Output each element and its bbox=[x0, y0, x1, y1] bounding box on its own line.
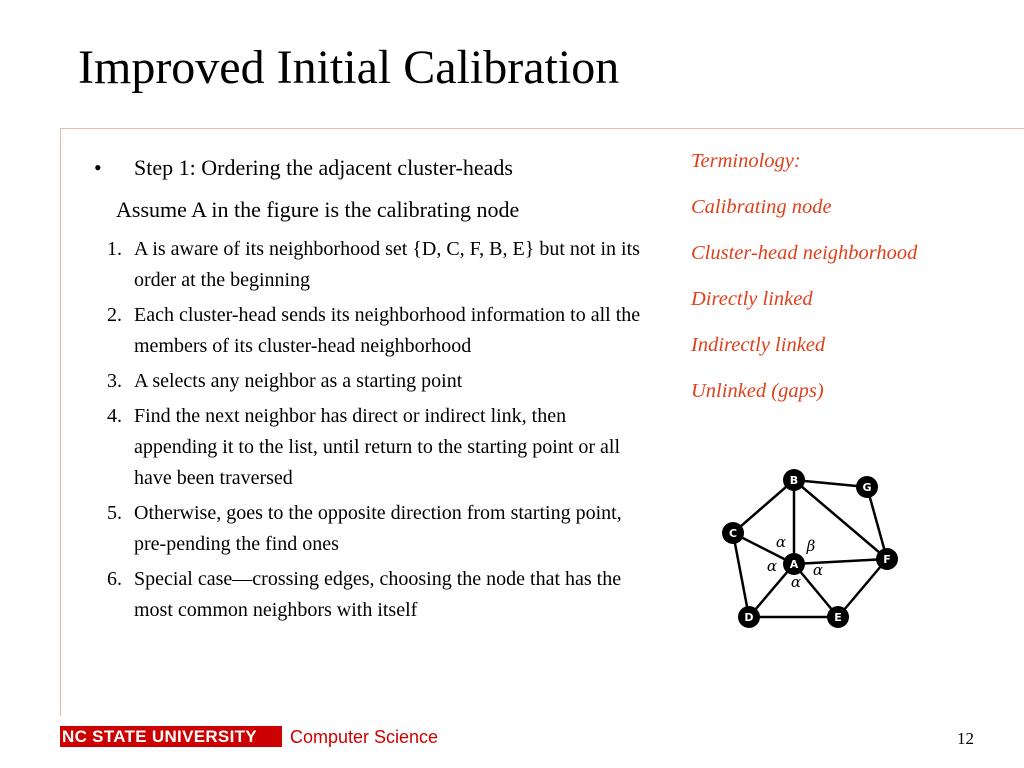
node-label: A bbox=[789, 558, 799, 571]
term-item: Cluster-head neighborhood bbox=[691, 242, 918, 264]
slide-title: Improved Initial Calibration bbox=[78, 41, 620, 94]
department-name: Computer Science bbox=[290, 727, 439, 747]
node-g bbox=[856, 476, 878, 498]
node-label: F bbox=[883, 553, 891, 566]
step-number: 1. bbox=[107, 238, 122, 260]
terminology-panel bbox=[691, 146, 917, 422]
step-text: Otherwise, goes to the opposite direction from starting point, pre-pending the find ones bbox=[134, 502, 622, 555]
step-number: 3. bbox=[107, 370, 122, 392]
node-label: D bbox=[744, 611, 754, 624]
cluster-graph-figure bbox=[705, 462, 915, 632]
node-label: B bbox=[789, 474, 799, 487]
node-label: C bbox=[728, 527, 738, 540]
bullet-dot: • bbox=[94, 155, 102, 180]
node-c bbox=[722, 522, 744, 544]
step-number: 2. bbox=[107, 304, 122, 326]
node-b bbox=[783, 469, 805, 491]
term-item: Unlinked (gaps) bbox=[691, 380, 824, 402]
step-item bbox=[107, 401, 652, 494]
university-logo bbox=[60, 726, 282, 747]
university-name: NC STATE UNIVERSITY bbox=[62, 727, 257, 746]
top-divider bbox=[60, 128, 1024, 129]
angle-label-alpha: α bbox=[790, 573, 802, 591]
step-text: A selects any neighbor as a starting point bbox=[134, 370, 463, 392]
bullet-step-1 bbox=[94, 153, 513, 183]
term-item: Calibrating node bbox=[691, 196, 832, 218]
step-item bbox=[107, 366, 652, 397]
step-item bbox=[107, 300, 652, 362]
bullet-text: Step 1: Ordering the adjacent cluster-heads bbox=[134, 155, 513, 180]
step-text: Each cluster-head sends its neighborhood information to all the members of its cluster-head neighborhood bbox=[134, 304, 641, 357]
angle-label-alpha: α bbox=[812, 561, 824, 579]
terminology-heading: Terminology: bbox=[691, 150, 801, 172]
term-item: Indirectly linked bbox=[691, 334, 826, 356]
node-label: G bbox=[862, 481, 872, 494]
node-a bbox=[783, 553, 805, 575]
step-text: Special case—crossing edges, choosing the node that has the most common neighbors with itself bbox=[134, 568, 622, 621]
step-text: A is aware of its neighborhood set {D, C, F, B, E} but not in its order at the beginning bbox=[134, 238, 640, 291]
left-divider bbox=[60, 128, 61, 716]
step-list bbox=[107, 234, 652, 630]
node-label: E bbox=[834, 611, 842, 624]
node-e bbox=[827, 606, 849, 628]
step-item bbox=[107, 498, 652, 560]
step-number: 4. bbox=[107, 405, 122, 427]
node-f bbox=[876, 548, 898, 570]
term-item: Directly linked bbox=[691, 288, 813, 310]
angle-label-alpha: α bbox=[766, 557, 778, 575]
assume-text: Assume A in the figure is the calibrating node bbox=[116, 197, 520, 222]
step-number: 6. bbox=[107, 568, 122, 590]
page-number: 12 bbox=[957, 729, 974, 748]
angle-label-alpha: α bbox=[775, 533, 787, 551]
step-item bbox=[107, 564, 652, 626]
node-d bbox=[738, 606, 760, 628]
step-item bbox=[107, 234, 652, 296]
step-text: Find the next neighbor has direct or indirect link, then appending it to the list, until return to the starting point or all have been traversed bbox=[134, 405, 621, 489]
angle-label-beta: β bbox=[806, 537, 816, 555]
step-number: 5. bbox=[107, 502, 122, 524]
